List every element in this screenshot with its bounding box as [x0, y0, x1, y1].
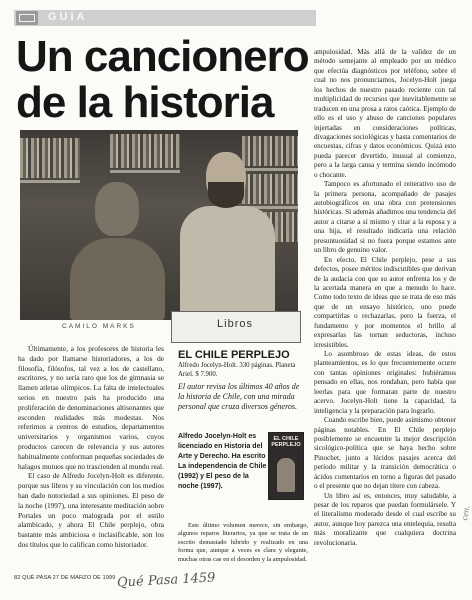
- page-folio: 82 QUÉ PASA 27 DE MARZO DE 1999: [14, 575, 116, 581]
- paragraph: Últimamente, a los profesores de historia les ha dado por llamarse historiadores, a los de filosofía, filósofos, tal vez a los de castellano, escritores, y no sería raro que los de gimnasia se llamen atletas olímpicos. La falta de intelectuales serios en nuestro país ha producido una proliferación de denominaciones altisonantes que esconden realidades más modestas. Nos referimos a centros de estudios, departamentos universitarios y organismos varios, cuyos productos carecen de relevancia y sus autores habitualmente conforman pequeñas sociedades de halagos mutuos que no trascienden al mundo real.: [18, 344, 164, 471]
- paragraph: Tampoco es afortunado el reiterativo uso de la primera persona, acompañado de pasajes autobiográficos en una obra con pretensiones históricas. Si además añadimos una tendencia del autor a citarse a sí mismo y citar a la esposa y a una hija, el resultado indicaría una relación presuntuosidad si no fuera porque estamos ante un libro de genuino valor.: [314, 180, 456, 255]
- photo-credit: CAMILO MARKS: [62, 323, 136, 330]
- paragraph: Cuando escribe bien, puede asimismo obtener páginas notables. En El Chile perplejo posiblemente se encuentre la mejor descripción sicológico-política que se haya hecho sobre Pinochet, junto a lúcidos pasajes acerca del período militar y la transición democrática o ácidos comentarios en torno a figuras del pasado o el presente que no dejan títere con cabeza.: [314, 416, 456, 491]
- book-details: Alfredo Jocelyn-Holt. 330 páginas. Planeta Ariel. $ 7.900.: [178, 362, 296, 378]
- bust-sculpture: [70, 182, 165, 320]
- paragraph: En efecto, El Chile perplejo, pese a sus defectos, posee méritos indiscutibles que derivan de la audacia con que su autor enfrenta los y de la acertada manera en que a menudo lo hace. Como todo texto de ideas que se trata de eso más que de un ensayo histórico, uno puede compartirlas o rechazarlas, pero la fuerza, el fundamento y por momentos el brillo al expresarlas las tornan seductoras, incluso irresistibles.: [314, 255, 456, 349]
- paragraph: Este último volumen merece, sin embargo, algunos reparos literarios, ya que se trata de un escrito demasiado híbrido y realizado en una forma que, aunque a veces es clara y elegante, muchas otras cae en el desorden y la ampulosidad.: [178, 522, 308, 563]
- paragraph: ampulosidad. Más allá de la validez de un método semejante al empleado por un médico que efectúa diagnósticos por teléfono, sobre el cual no nos pronunciamos, Jocelyn-Holt juega los hechos de nuestro pasado reciente con tal multiplicidad de recursos que inevitablemente se traducen en una prosa a ratos caótica. Ejemplo de ello es el uso y abuso de canciones populares injertadas en consideraciones políticas, divagaciones sociológicas y hasta comentarios de encuestas, cifras y datos económicos. Quizá esto pueda parecer divertido, inusual al comienzo, pero a la larga cansa y termina siendo incómodo o chocante.: [314, 48, 456, 179]
- paragraph: El caso de Alfredo Jocelyn-Holt es diferente, porque sus libros y su vinculación con los medios han dado notoriedad a sus opiniones. El peso de la noche (1997), una interesante meditación sobre Portales un poco malograda por el estilo alambicado, y ahora El Chile perplejo, obra bastante más ambiciosa e inclasificable, son los dos títulos que lo califican como historiador.: [18, 471, 164, 549]
- book-title: EL CHILE PERPLEJO: [178, 349, 290, 361]
- headline-line-2: de la historia: [16, 78, 274, 127]
- article-column-1: [18, 344, 164, 550]
- paragraph: Lo asombroso de estas ideas, de estos planteamientos, es lo que frecuentemente ocurre con tantas opiniones originales: hubiéramos pensado en ellas, nos rondaban, pero había que leerlas para que formaran parte de nuestro acervo. Jocelyn-Holt tiene la capacidad, la inteligencia y la preparación para lograrlo.: [314, 350, 456, 415]
- pull-quote: El autor revisa los últimos 40 años de la historia de Chile, con una mirada personal que cruza diversos géneros.: [178, 382, 300, 411]
- section-box-label: Libros: [217, 318, 253, 330]
- article-column-3: [314, 48, 456, 548]
- article-column-2: [178, 522, 308, 564]
- margin-annotation: cen.: [459, 504, 472, 522]
- book-cover-image: [268, 432, 304, 500]
- section-label: GUIA: [48, 11, 88, 23]
- paragraph: Un libro así es, entonces, muy saludable, a pesar de los reparos que puedan formulársele. Y el literalismo moderado desde el cual escribe su autor, aunque hoy parezca una entelequia, resulta más moralizante que cualquiera doctrina revolucionaria.: [314, 491, 456, 547]
- book-cover-title: EL CHILE PERPLEJO: [271, 436, 301, 448]
- author-portrait: [180, 152, 275, 320]
- article-photo: [20, 130, 298, 320]
- headline-line-1: Un cancionero: [16, 32, 309, 81]
- handwritten-note: Qué Pasa 1459: [116, 570, 216, 591]
- section-logo-icon: [16, 11, 38, 25]
- author-bio: Alfredo Jocelyn-Holt es licenciado en Historia del Arte y Derecho. Ha escrito La independencia de Chile (1992) y El peso de la noche (1997).: [178, 433, 267, 490]
